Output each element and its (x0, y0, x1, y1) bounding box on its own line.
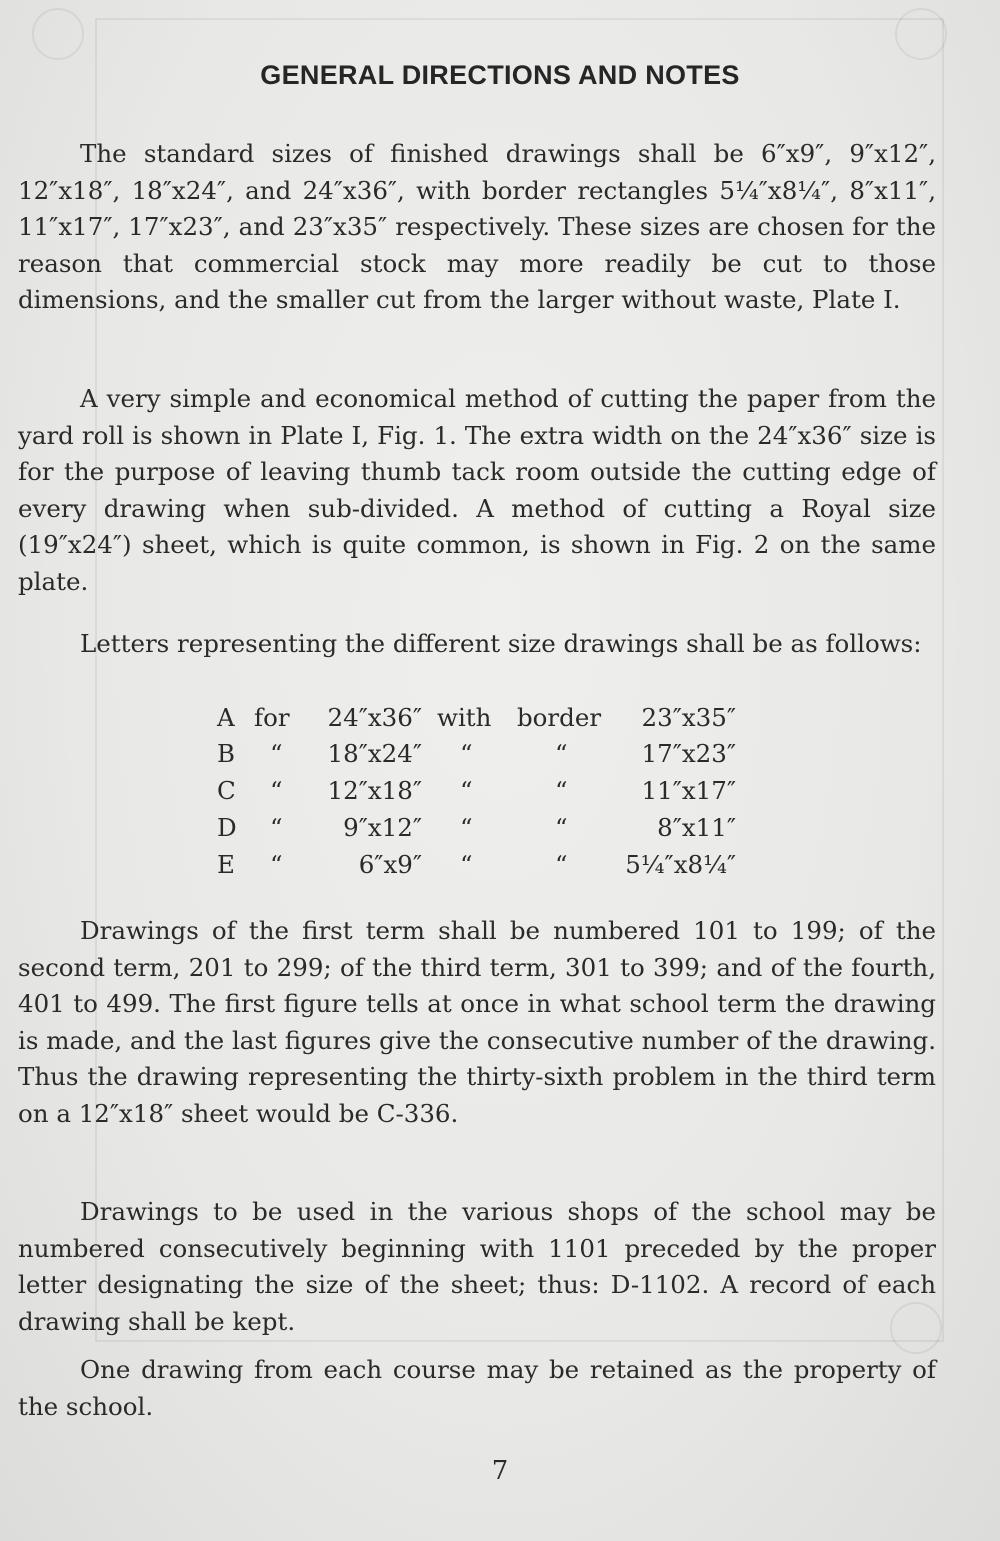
paragraph-cutting-method: A very simple and economical method of cutting the paper from the yard roll is shown in Plate I, Fig. 1. The extra width on the 24″x36″ size is for the purpose of leaving thumb tack room outside the cutting edge of every drawing when sub-divided. A method of cutting a Royal size (19″x24″) sheet, which is quite common, is shown in Fig. 2 on the same plate. (18, 384, 936, 596)
paragraph-drawing-numbering: Drawings of the first term shall be numbered 101 to 199; of the second term, 201 to 299; of the third term, 301 to 399; and of the fourth, 401 to 499. The first figure tells at once in what school term the drawing is made, and the last figures give the consecutive number of the drawing. Thus the drawing representing the thirty-sixth problem in the third term on a 12″x18″ sheet would be C-336. (18, 916, 936, 1128)
sheet-size: 24″x36″ (327, 703, 422, 732)
paragraph-size-letters-intro: Letters representing the different size drawings shall be as follows: (80, 629, 922, 658)
ditto-mark: “ (555, 739, 568, 768)
size-letter: B (217, 739, 236, 768)
sheet-size: 6″x9″ (358, 850, 422, 879)
ditto-mark: “ (460, 739, 473, 768)
border-size: 17″x23″ (641, 739, 736, 768)
sheet-size: 9″x12″ (343, 813, 422, 842)
ditto-mark: “ (460, 850, 473, 879)
border-size: 11″x17″ (641, 776, 736, 805)
sheet-size: 18″x24″ (327, 739, 422, 768)
paragraph-retained-drawing: One drawing from each course may be retained as the property of the school. (18, 1355, 936, 1421)
border-size: 5¼″x8¼″ (625, 850, 736, 879)
paragraph-shop-drawings: Drawings to be used in the various shops of the school may be numbered consecutively beginning with 1101 preceded by the proper letter designating the size of the sheet; thus: D-1102. A record of each drawing shall be kept. (18, 1197, 936, 1336)
size-row-c (0, 776, 1000, 812)
ditto-mark: “ (555, 850, 568, 879)
for-text: for (254, 703, 290, 732)
size-letter: C (217, 776, 236, 805)
ditto-mark: “ (270, 739, 283, 768)
sheet-size: 12″x18″ (327, 776, 422, 805)
page-title: GENERAL DIRECTIONS AND NOTES (260, 60, 740, 90)
page-number: 7 (491, 1456, 509, 1486)
size-row-b (0, 739, 1000, 775)
ditto-mark: “ (270, 813, 283, 842)
ditto-mark: “ (555, 813, 568, 842)
ditto-mark: “ (270, 850, 283, 879)
border-size: 23″x35″ (641, 703, 736, 732)
paragraph-standard-sizes: The standard sizes of finished drawings shall be 6″x9″, 9″x12″, 12″x18″, 18″x24″, and 24″x36″, with border rectangles 5¼″x8¼″, 8″x11″, 11″x17″, 17″x23″, and 23″x35″ respectively. These sizes are chosen for the reason that commercial stock may more readily be cut to those dimensions, and the smaller cut from the larger without waste, Plate I. (18, 139, 936, 315)
ditto-mark: “ (460, 776, 473, 805)
ditto-mark: “ (270, 776, 283, 805)
size-letter: E (217, 850, 235, 879)
border-size: 8″x11″ (657, 813, 736, 842)
size-row-d (0, 813, 1000, 849)
ditto-mark: “ (460, 813, 473, 842)
size-row-a (0, 703, 1000, 739)
ditto-mark: “ (555, 776, 568, 805)
border-text: border (517, 703, 602, 732)
size-letter: D (217, 813, 237, 842)
with-text: with (437, 703, 492, 732)
size-letter: A (217, 703, 235, 732)
show-through-circle (32, 8, 84, 60)
show-through-circle (895, 8, 947, 60)
size-row-e (0, 850, 1000, 886)
